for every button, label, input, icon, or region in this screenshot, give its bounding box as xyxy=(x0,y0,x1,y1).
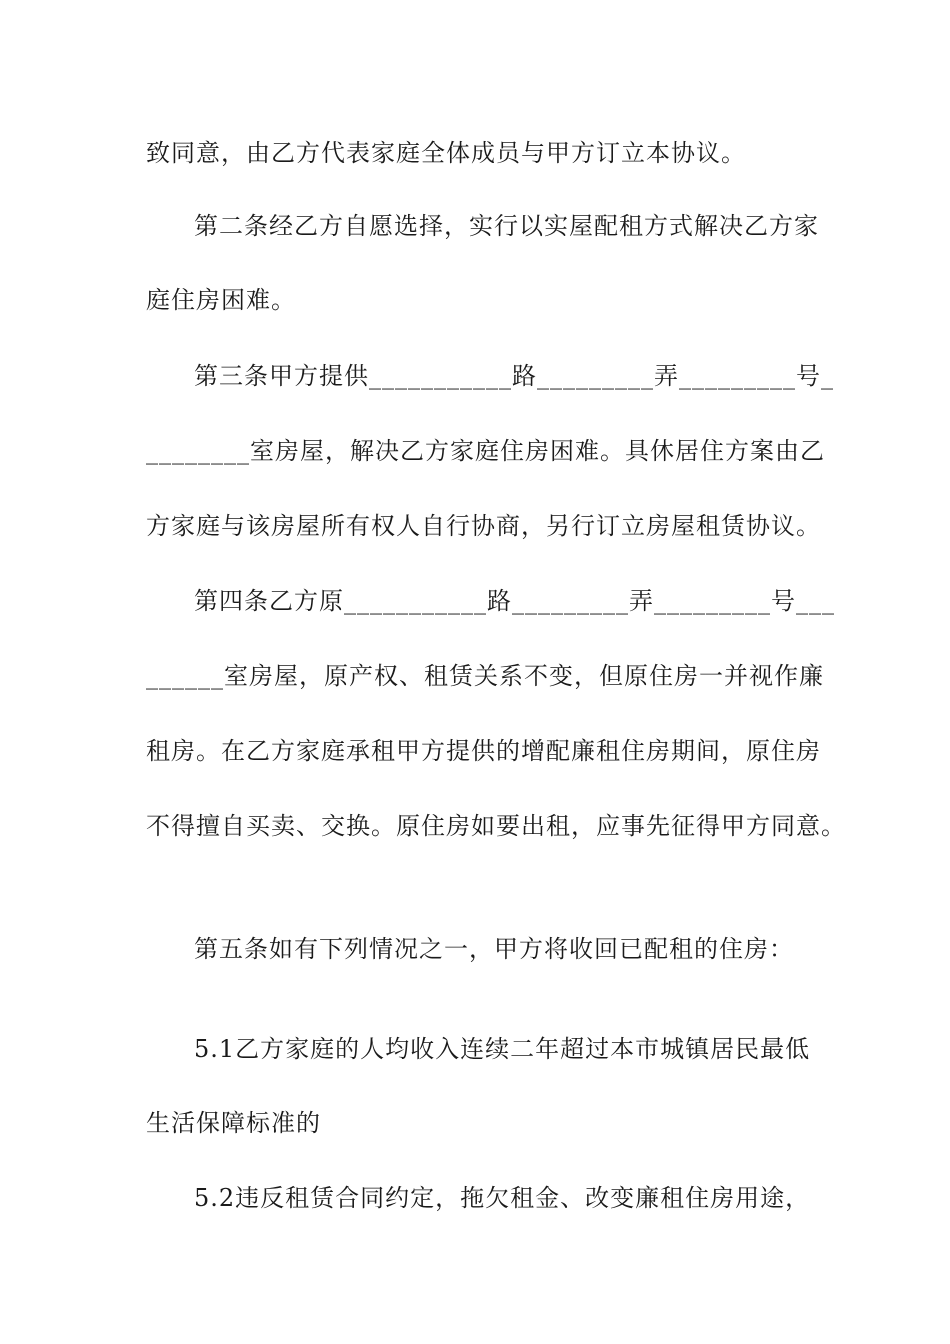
text-line: ________室房屋，解决乙方家庭住房困难。具休居住方案由乙 xyxy=(146,437,825,465)
clause-3-heading-line: 第三条甲方提供___________路_________弄_________号_ xyxy=(194,362,834,390)
text-line: 生活保障标准的 xyxy=(146,1109,321,1137)
text-line: 方家庭与该房屋所有权人自行协商，另行订立房屋租赁协议。 xyxy=(146,512,821,540)
clause-4-heading-line: 第四条乙方原___________路_________弄_________号___ xyxy=(194,587,835,615)
text-line: 致同意，由乙方代表家庭全体成员与甲方订立本协议。 xyxy=(146,139,746,167)
clause-5-2-line: 5.2违反租赁合同约定，拖欠租金、改变廉租住房用途， xyxy=(194,1184,811,1212)
clause-5-heading-line: 第五条如有下列情况之一，甲方将收回已配租的住房： xyxy=(194,935,794,963)
text-line: ______室房屋，原产权、租赁关系不变，但原住房一并视作廉 xyxy=(146,662,824,690)
clause-2-heading-line: 第二条经乙方自愿选择，实行以实屋配租方式解决乙方家 xyxy=(194,212,819,240)
text-line: 租房。在乙方家庭承租甲方提供的增配廉租住房期间，原住房 xyxy=(146,737,821,765)
text-line: 不得擅自买卖、交换。原住房如要出租，应事先征得甲方同意。 xyxy=(146,812,846,840)
clause-5-1-line: 5.1乙方家庭的人均收入连续二年超过本市城镇居民最低 xyxy=(194,1035,811,1063)
text-line: 庭住房困难。 xyxy=(146,286,296,314)
